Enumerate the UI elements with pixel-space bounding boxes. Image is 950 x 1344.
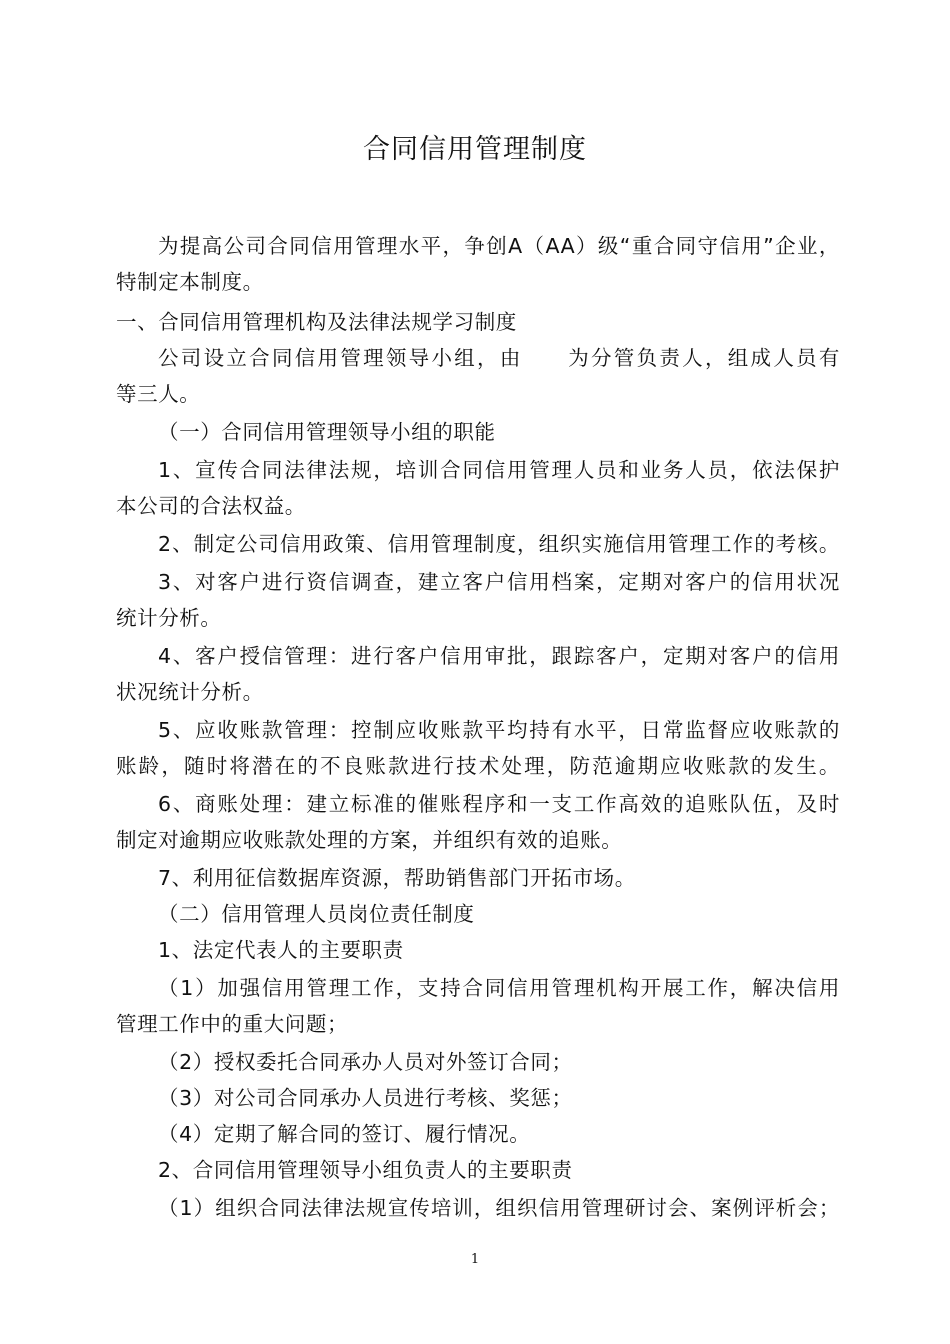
paragraph-line: 制定对逾期应收账款处理的方案，并组织有效的追账。	[116, 828, 623, 852]
paragraph-line: 3、对客户进行资信调查，建立客户信用档案，定期对客户的信用状况	[158, 570, 840, 594]
paragraph-line: 1、宣传合同法律法规，培训合同信用管理人员和业务人员，依法保护	[158, 458, 840, 482]
paragraph-line: 为提高公司合同信用管理水平，争创A（AA）级“重合同守信用”企业，	[158, 234, 840, 258]
paragraph-line: （1）组织合同法律法规宣传培训，组织信用管理研讨会、案例评析会；	[158, 1196, 840, 1220]
paragraph-line: 6、商账处理：建立标准的催账程序和一支工作高效的追账队伍，及时	[158, 792, 840, 816]
document-title: 合同信用管理制度	[363, 134, 587, 165]
paragraph-line: 统计分析。	[116, 606, 222, 630]
paragraph-line: 2、制定公司信用政策、信用管理制度，组织实施信用管理工作的考核。	[158, 532, 840, 556]
paragraph-line: （1）加强信用管理工作，支持合同信用管理机构开展工作，解决信用	[158, 976, 840, 1000]
subsection-heading: （一）合同信用管理领导小组的职能	[158, 420, 496, 444]
paragraph-line: 5、应收账款管理：控制应收账款平均持有水平，日常监督应收账款的	[158, 718, 840, 742]
paragraph-line: 状况统计分析。	[116, 680, 264, 704]
paragraph-line: 账龄，随时将潜在的不良账款进行技术处理，防范逾期应收账款的发生。	[116, 754, 840, 778]
paragraph-line: 特制定本制度。	[116, 270, 264, 294]
paragraph-line: 公司设立合同信用管理领导小组，由 为分管负责人，组成人员有	[158, 346, 840, 370]
subsection-heading: （二）信用管理人员岗位责任制度	[158, 902, 475, 926]
paragraph-line: 4、客户授信管理：进行客户信用审批，跟踪客户，定期对客户的信用	[158, 644, 840, 668]
paragraph-line: （4）定期了解合同的签订、履行情况。	[158, 1122, 531, 1146]
paragraph-line: 7、利用征信数据库资源，帮助销售部门开拓市场。	[158, 866, 636, 890]
paragraph-line: 2、合同信用管理领导小组负责人的主要职责	[158, 1158, 573, 1182]
paragraph-line: （2）授权委托合同承办人员对外签订合同；	[158, 1050, 573, 1074]
paragraph-line: 本公司的合法权益。	[116, 494, 306, 518]
section-heading: 一、合同信用管理机构及法律法规学习制度	[116, 310, 517, 334]
paragraph-line: 等三人。	[116, 382, 201, 406]
page-number: 1	[470, 1252, 480, 1267]
paragraph-line: 管理工作中的重大问题；	[116, 1012, 349, 1036]
paragraph-line: （3）对公司合同承办人员进行考核、奖惩；	[158, 1086, 573, 1110]
paragraph-line: 1、法定代表人的主要职责	[158, 938, 404, 962]
